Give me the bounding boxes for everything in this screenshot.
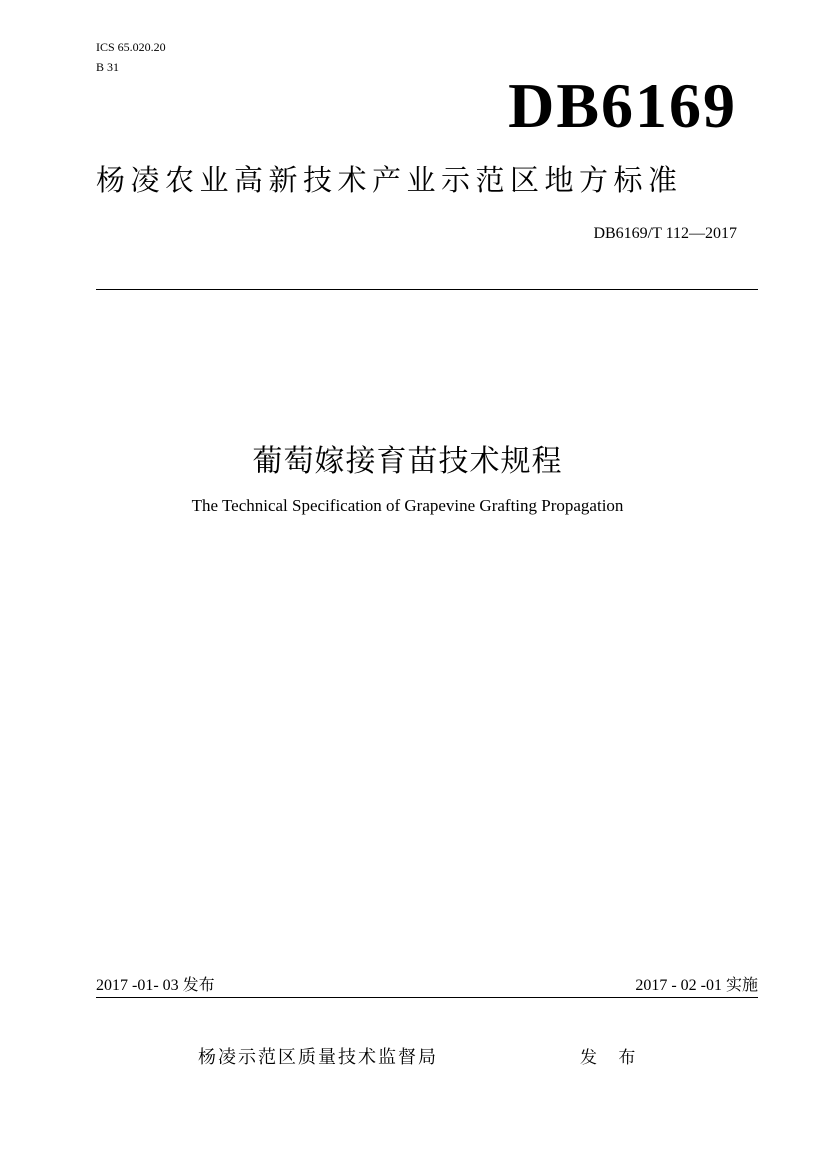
implement-date-block [635, 975, 758, 996]
implement-date: 2017 - 02 -01 [635, 977, 722, 994]
document-title-chinese: 葡萄嫁接育苗技术规程 [252, 444, 563, 479]
publish-word: 发 布 [580, 1048, 644, 1068]
document-title-english: The Technical Specification of Grapevine Grafting Propagation [191, 496, 624, 515]
ics-code: ICS 65.020.20 [96, 40, 166, 54]
standard-number: DB6169/T 112—2017 [593, 225, 737, 242]
implement-label: 实施 [725, 975, 758, 994]
dates-row [96, 975, 758, 998]
issue-date-block [96, 975, 215, 996]
publisher-name: 杨凌示范区质量技术监督局 [198, 1047, 438, 1068]
issue-date: 2017 -01- 03 [96, 977, 179, 994]
standard-brand-code: DB6169 [508, 70, 737, 141]
standard-kind-title: 杨凌农业高新技术产业示范区地方标准 [96, 163, 683, 197]
top-divider [96, 289, 758, 290]
ccs-code: B 31 [96, 60, 120, 74]
issue-label: 发布 [182, 975, 215, 994]
